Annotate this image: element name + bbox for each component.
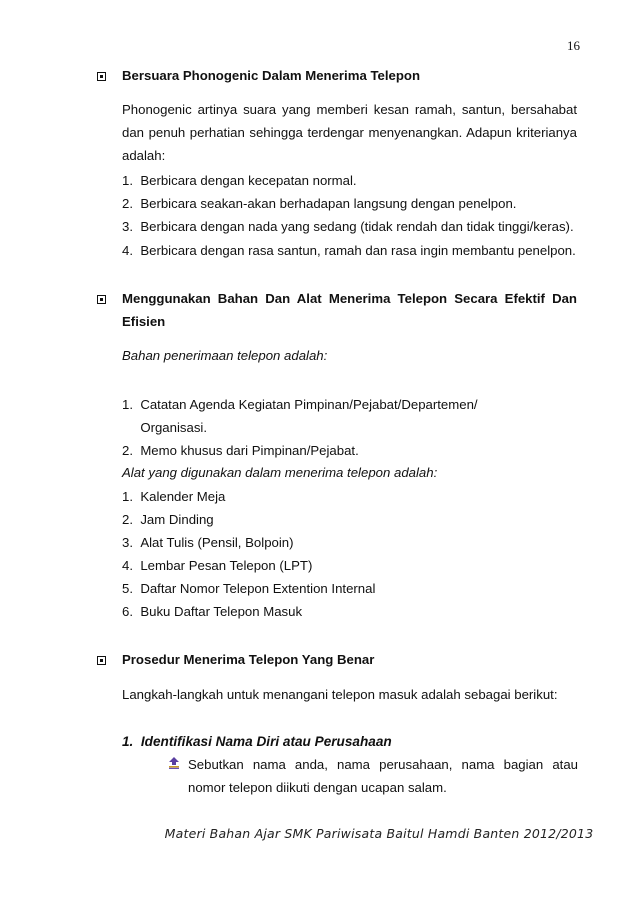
bahan-label: Bahan penerimaan telepon adalah:: [122, 348, 328, 363]
section1-item: 4. Berbicara dengan rasa santun, ramah dan rasa ingin membantu penelpon.: [122, 243, 576, 258]
section2-title-line2: Efisien: [122, 314, 166, 329]
alat-item: 6. Buku Daftar Telepon Masuk: [122, 604, 303, 619]
page-number: 16: [567, 38, 580, 53]
section3-intro: Langkah-langkah untuk menangani telepon masuk adalah sebagai berikut:: [122, 687, 558, 702]
alat-item: 1. Kalender Meja: [122, 489, 226, 504]
bahan-item: Organisasi.: [122, 420, 208, 435]
section1-item: 1. Berbicara dengan kecepatan normal.: [122, 173, 357, 188]
section1-item: 2. Berbicara seakan-akan berhadapan langsung dengan penelpon.: [122, 196, 517, 211]
alat-item: 4. Lembar Pesan Telepon (LPT): [122, 558, 313, 573]
alat-item: 3. Alat Tulis (Pensil, Bolpoin): [122, 535, 294, 550]
section1-intro: Phonogenic artinya suara yang memberi kesan ramah, santun, bersahabat dan penuh perhatian sehingga terdengar menyenangkan. Adapun kriterianya adalah:: [122, 102, 577, 163]
footer: Materi Bahan Ajar SMK Pariwisata Baitul Hamdi Banten 2012/2013: [164, 826, 594, 841]
bahan-item: 2. Memo khusus dari Pimpinan/Pejabat.: [122, 443, 359, 458]
section1-title: Bersuara Phonogenic Dalam Menerima Telepon: [122, 68, 421, 83]
alat-item: 5. Daftar Nomor Telepon Extention Internal: [122, 581, 376, 596]
section2-title-line1: Menggunakan Bahan Dan Alat Menerima Telepon Secara Efektif Dan: [122, 291, 577, 306]
step1-title: 1. Identifikasi Nama Diri atau Perusahaan: [122, 734, 392, 749]
alat-label: Alat yang digunakan dalam menerima telepon adalah:: [122, 465, 438, 480]
step1-text: Sebutkan nama anda, nama perusahaan, nama bagian atau nomor telepon diikuti dengan ucapan salam.: [188, 757, 578, 795]
square-bullet-icon: [97, 656, 106, 665]
section3-title: Prosedur Menerima Telepon Yang Benar: [122, 652, 375, 667]
bahan-item: 1. Catatan Agenda Kegiatan Pimpinan/Pejabat/Departemen/: [122, 397, 478, 412]
alat-item: 2. Jam Dinding: [122, 512, 214, 527]
section2-title: [122, 287, 577, 333]
square-bullet-icon: [97, 295, 106, 304]
section1-item: 3. Berbicara dengan nada yang sedang (tidak rendah dan tidak tinggi/keras).: [122, 219, 574, 234]
arrow-bullet-icon: [168, 757, 180, 769]
square-bullet-icon: [97, 72, 106, 81]
